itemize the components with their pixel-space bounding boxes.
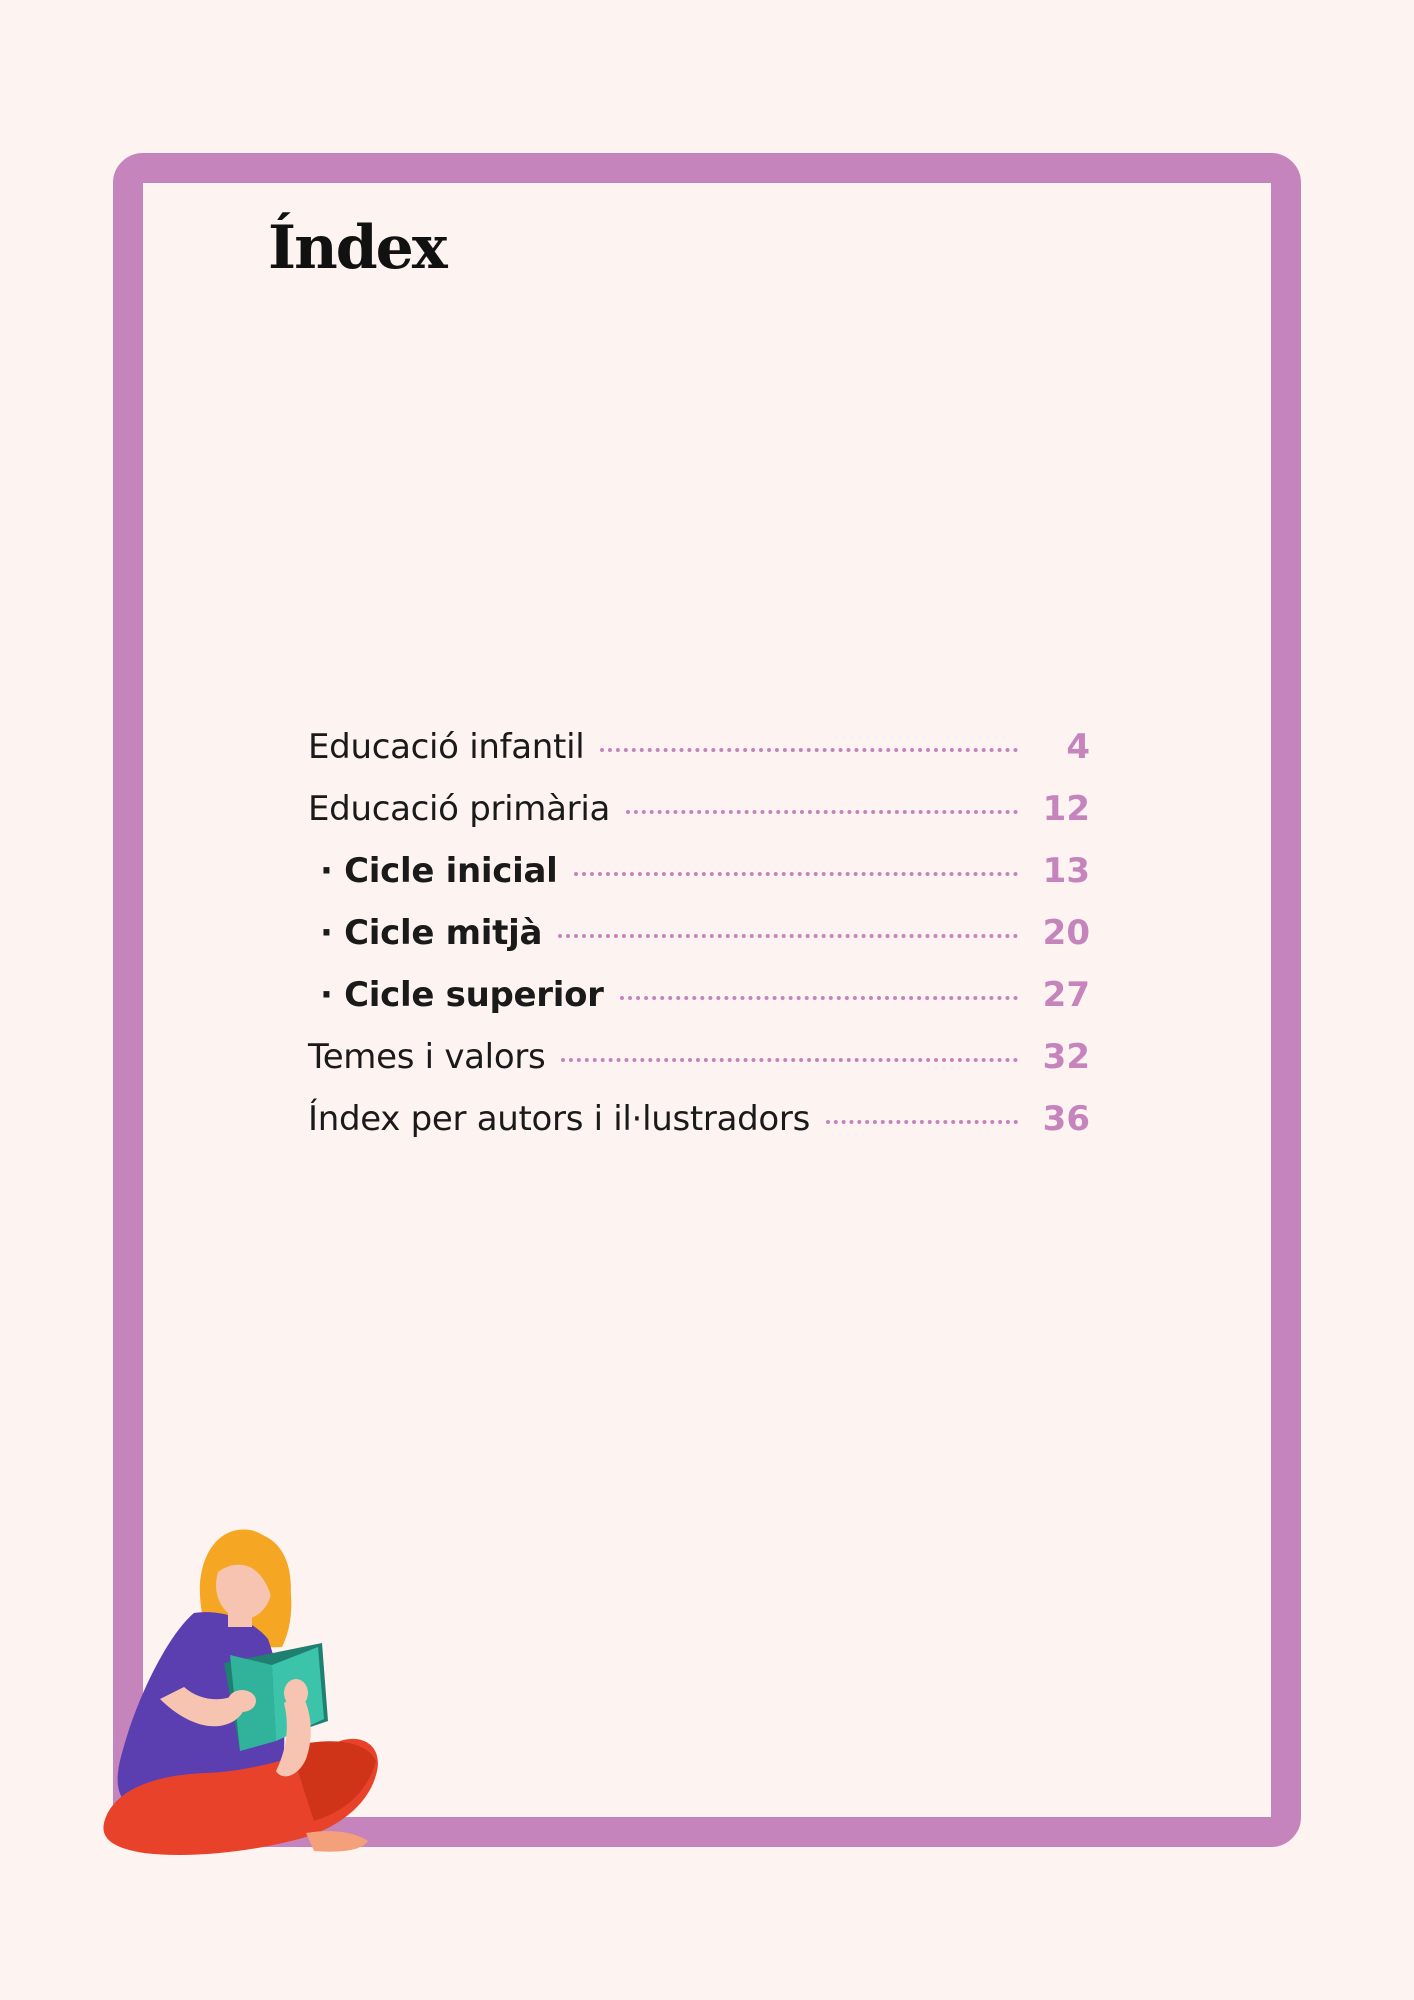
toc-item-page-number: 4 xyxy=(1066,727,1090,767)
toc-item-page-number: 13 xyxy=(1042,851,1090,891)
dot-leader xyxy=(561,1058,1018,1062)
toc-item-label: Educació infantil xyxy=(308,727,585,767)
toc-item-cicle-superior[interactable] xyxy=(308,975,1090,1037)
dot-leader xyxy=(826,1120,1018,1124)
toc-item-page-number: 36 xyxy=(1042,1099,1090,1139)
toc-item-index-autors[interactable] xyxy=(308,1099,1090,1161)
toc-item-label: Educació primària xyxy=(308,789,611,829)
toc-item-label: · Cicle inicial xyxy=(320,851,558,891)
toc-item-educacio-infantil[interactable] xyxy=(308,727,1090,789)
toc-item-label: Índex per autors i il·lustradors xyxy=(308,1099,810,1139)
dot-leader xyxy=(626,810,1018,814)
dot-leader xyxy=(620,996,1018,1000)
toc-item-page-number: 20 xyxy=(1042,913,1090,953)
toc-item-cicle-mitja[interactable] xyxy=(308,913,1090,975)
page-title: Índex xyxy=(268,213,446,283)
dot-leader xyxy=(574,872,1019,876)
toc-item-educacio-primaria[interactable] xyxy=(308,789,1090,851)
toc-item-temes-i-valors[interactable] xyxy=(308,1037,1090,1099)
toc-item-page-number: 12 xyxy=(1042,789,1090,829)
toc-item-label: · Cicle mitjà xyxy=(320,913,543,953)
toc-item-label: Temes i valors xyxy=(308,1037,546,1077)
toc-item-page-number: 32 xyxy=(1042,1037,1090,1077)
toc-item-label: · Cicle superior xyxy=(320,975,604,1015)
table-of-contents xyxy=(308,727,1090,1161)
dot-leader xyxy=(558,934,1018,938)
girl-reading-book-icon xyxy=(100,1515,390,1865)
dot-leader xyxy=(600,748,1018,752)
toc-item-page-number: 27 xyxy=(1042,975,1090,1015)
toc-item-cicle-inicial[interactable] xyxy=(308,851,1090,913)
